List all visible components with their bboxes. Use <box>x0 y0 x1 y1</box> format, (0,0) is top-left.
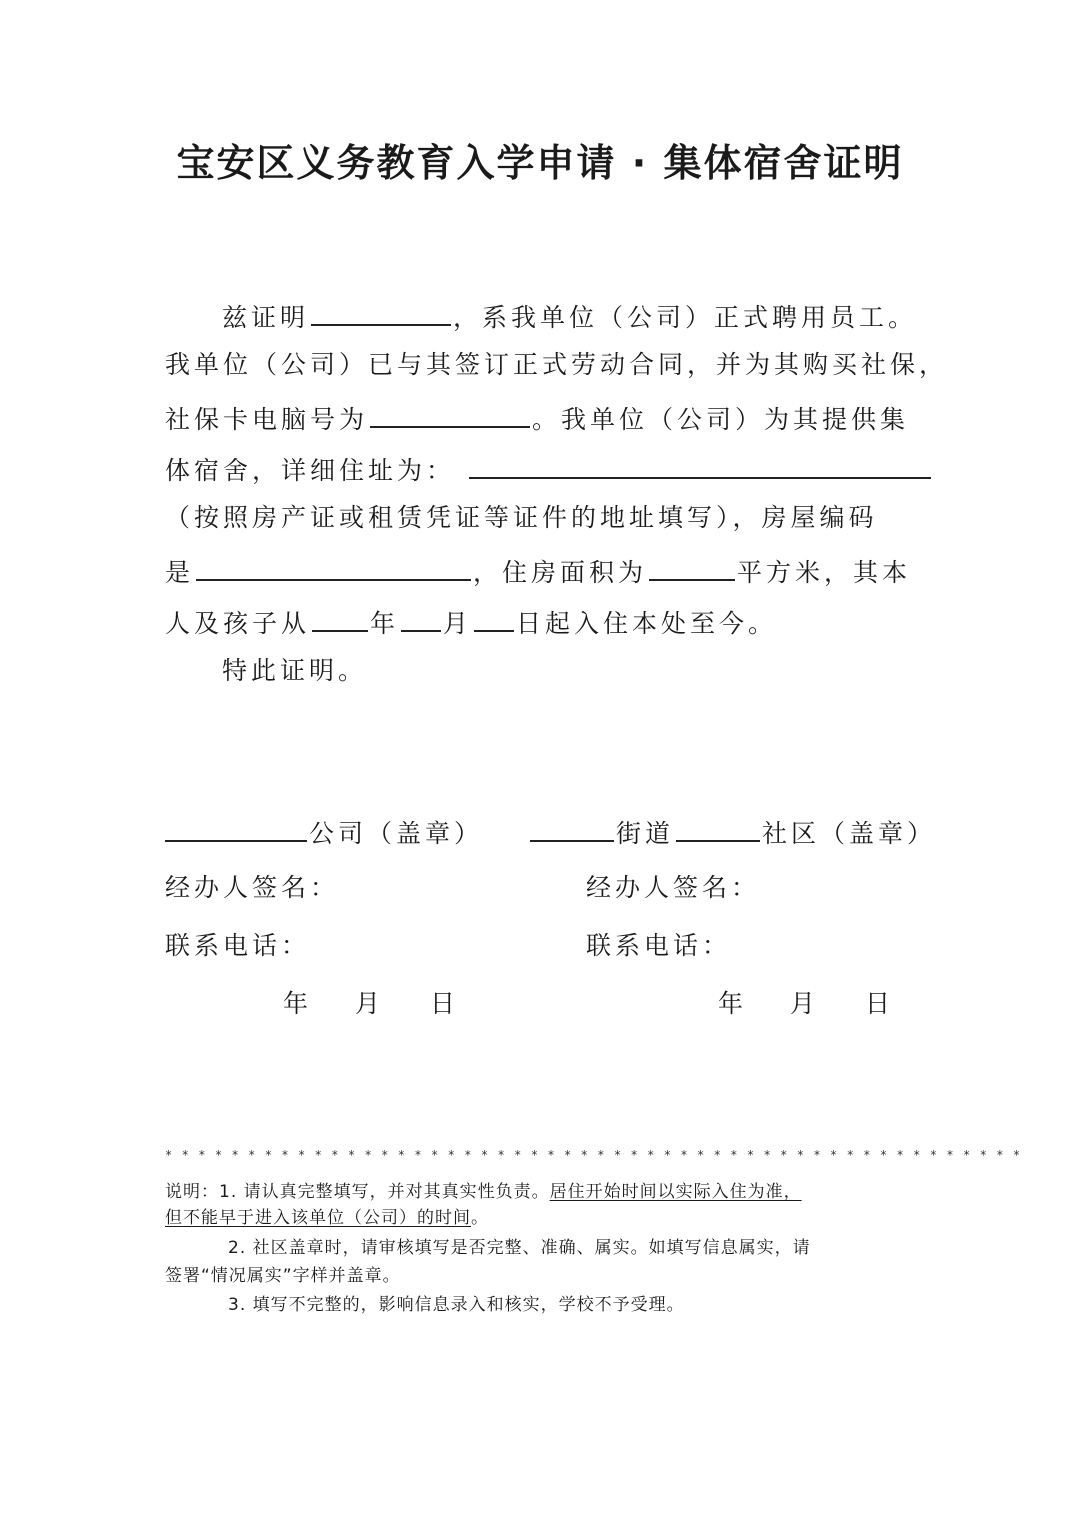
contact-phone-right: 联系电话： <box>586 931 732 960</box>
body-line-7 <box>165 604 777 640</box>
body-text: 。我单位（公司）为其提供集 <box>532 405 910 434</box>
body-text: 是 <box>165 558 195 587</box>
employee-name-blank[interactable] <box>311 298 451 326</box>
body-text: 兹证明 <box>222 303 310 332</box>
body-text: 体宿舍，详细住址为： <box>165 456 456 485</box>
separator-stars: **************************************************** <box>165 1148 1030 1162</box>
street-label: 街道 <box>616 819 675 848</box>
body-text: ，住房面积为 <box>473 558 648 587</box>
community-stamp-label: 社区（盖章） <box>762 819 937 848</box>
note-3: 3. 填写不完整的，影响信息录入和核实，学校不予受理。 <box>228 1295 685 1315</box>
date-year-right: 年 <box>718 989 744 1018</box>
note-underlined-text: 居住开始时间以实际入住为准， <box>549 1182 802 1202</box>
area-blank[interactable] <box>649 553 735 581</box>
note-2-line-2: 签署“情况属实”字样并盖章。 <box>165 1266 401 1286</box>
address-blank[interactable] <box>469 451 931 479</box>
company-stamp-row <box>163 814 483 850</box>
company-stamp-label: 公司（盖章） <box>309 819 484 848</box>
year-blank[interactable] <box>312 604 368 632</box>
note-text: 。 <box>471 1208 489 1228</box>
note-underlined-text: 但不能早于进入该单位（公司）的时间 <box>165 1208 471 1228</box>
body-text: （按照房产证或租赁凭证等证件的地址填写），房屋编码 <box>165 503 878 532</box>
body-text: ，系我单位（公司）正式聘用员工。 <box>453 303 918 332</box>
closing-text: 特此证明。 <box>222 656 368 685</box>
date-day-left: 日 <box>430 989 456 1018</box>
closing-line <box>222 655 367 687</box>
body-text: 月 <box>443 609 473 638</box>
note-text: 说明：1. 请认真完整填写，并对其真实性负责。 <box>165 1182 550 1202</box>
body-line-4 <box>165 451 933 487</box>
community-stamp-row <box>528 814 936 850</box>
note-2-line-1: 2. 社区盖章时，请审核填写是否完整、准确、属实。如填写信息属实，请 <box>228 1238 811 1258</box>
social-security-number-blank[interactable] <box>370 400 530 428</box>
company-name-blank[interactable] <box>165 814 307 842</box>
body-text: 日起入住本处至今。 <box>516 609 778 638</box>
document-title: 宝安区义务教育入学申请 · 集体宿舍证明 <box>176 141 904 185</box>
body-text: 我单位（公司）已与其签订正式劳动合同，并为其购买社保， <box>165 350 949 379</box>
street-name-blank[interactable] <box>530 814 614 842</box>
body-text: 人及孩子从 <box>165 609 311 638</box>
body-line-2 <box>165 349 948 381</box>
community-name-blank[interactable] <box>676 814 760 842</box>
body-line-6 <box>165 553 911 589</box>
body-line-3 <box>165 400 909 436</box>
body-line-1 <box>222 298 917 334</box>
date-month-left: 月 <box>355 989 381 1018</box>
house-code-blank[interactable] <box>196 553 471 581</box>
day-blank[interactable] <box>474 604 514 632</box>
date-month-right: 月 <box>790 989 816 1018</box>
note-1-line-1 <box>165 1180 802 1204</box>
handler-signature-left: 经办人签名： <box>165 873 340 902</box>
date-day-right: 日 <box>865 989 891 1018</box>
body-text: 年 <box>370 609 400 638</box>
body-line-5 <box>165 502 878 534</box>
handler-signature-right: 经办人签名： <box>586 873 761 902</box>
contact-phone-left: 联系电话： <box>165 931 311 960</box>
month-blank[interactable] <box>401 604 441 632</box>
note-1-line-2 <box>165 1206 489 1230</box>
body-text: 社保卡电脑号为 <box>165 405 369 434</box>
date-year-left: 年 <box>283 989 309 1018</box>
body-text: 平方米，其本 <box>737 558 912 587</box>
